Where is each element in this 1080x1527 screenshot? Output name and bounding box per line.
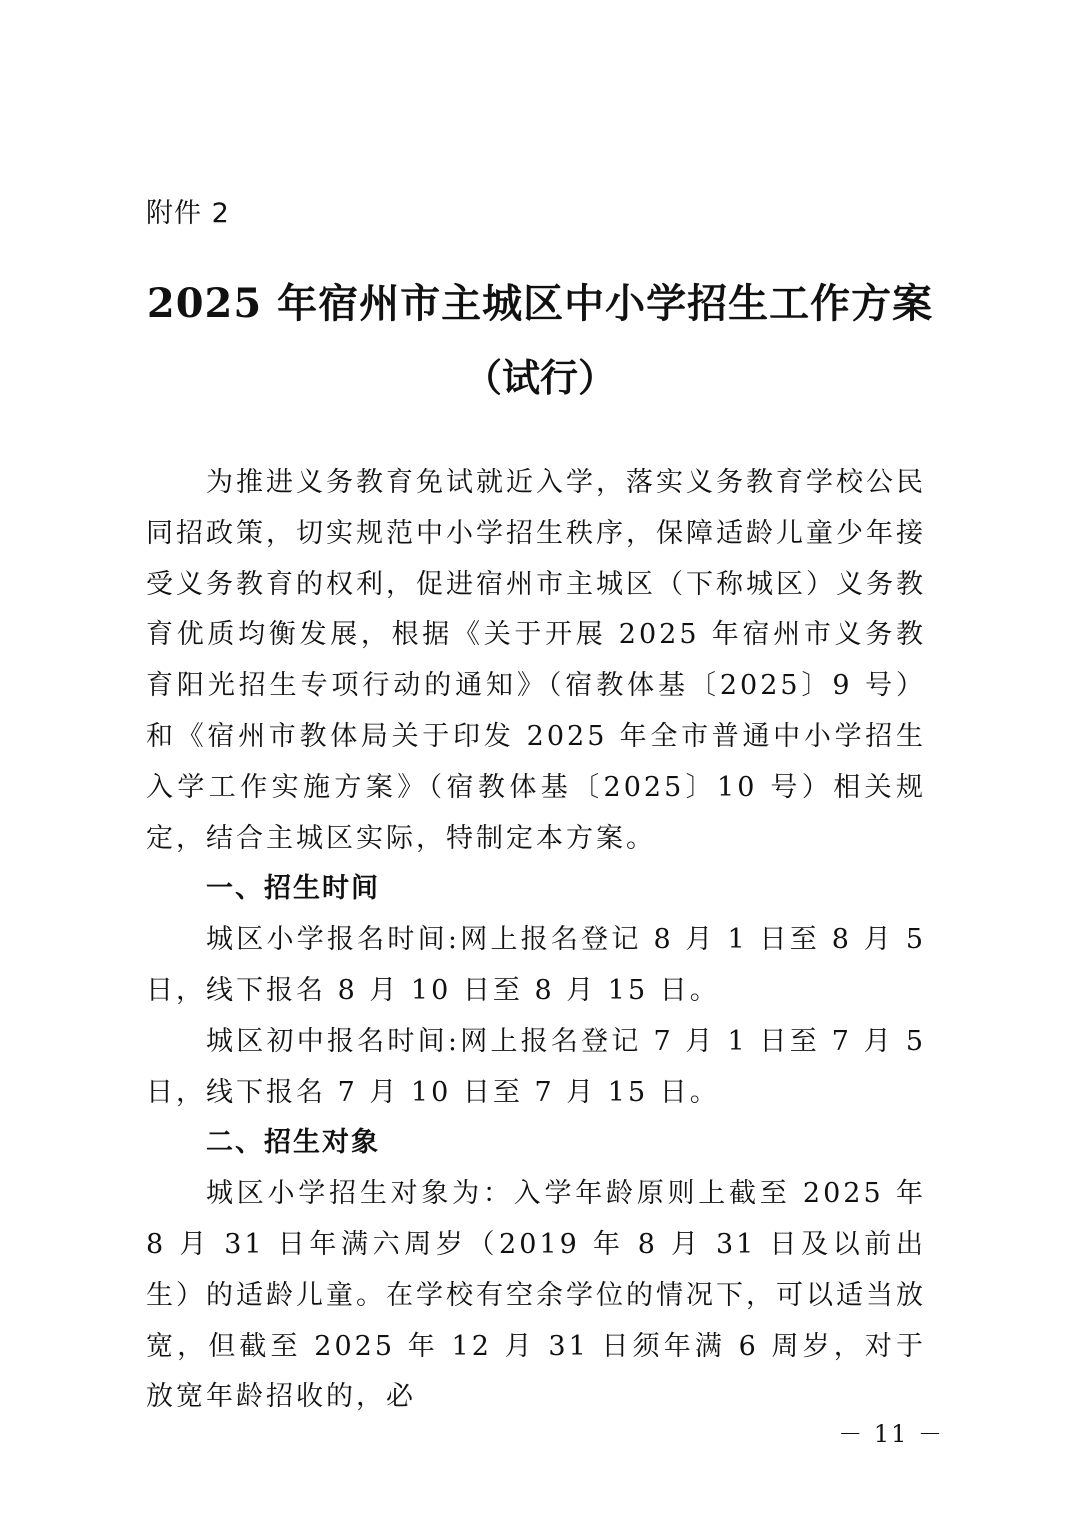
document-body — [146, 458, 926, 1423]
junior-registration-time: 城区初中报名时间:网上报名登记 7 月 1 日至 7 月 5 日，线下报名 7 月 10 日至 7 月 15 日。 — [146, 1025, 926, 1108]
intro-paragraph: 为推进义务教育免试就近入学，落实义务教育学校公民同招政策，切实规范中小学招生秩序，保障适龄儿童少年接受义务教育的权利，促进宿州市主城区（下称城区）义务教育优质均衡发展，根据《关于开展 2025 年宿州市义务教育阳光招生专项行动的通知》（宿教体基〔2025〕9 号）和《宿州市教体局关于印发 2025 年全市普通中小学招生入学工作实施方案》（宿教体基〔2025〕10 号）相关规定，结合主城区实际，特制定本方案。 — [146, 467, 926, 854]
page-number: － 11 － — [838, 1420, 944, 1448]
primary-registration-time: 城区小学报名时间:网上报名登记 8 月 1 日至 8 月 5 日，线下报名 8 月 10 日至 8 月 15 日。 — [146, 924, 926, 1006]
primary-enrollment-targets: 城区小学招生对象为：入学年龄原则上截至 2025 年 8 月 31 日年满六周岁（2019 年 8 月 31 日及以前出生）的适龄儿童。在学校有空余学位的情况下，可以适当放宽，但截至 2025 年 12 月 31 日须年满 6 周岁，对于放宽年龄招收的，必 — [146, 1178, 926, 1413]
section-heading-enrollment-targets: 二、招生对象 — [206, 1127, 380, 1159]
section-heading-enrollment-time: 一、招生时间 — [206, 873, 380, 905]
attachment-label: 附件 2 — [146, 198, 230, 229]
document-title: 2025 年宿州市主城区中小学招生工作方案 — [146, 280, 934, 327]
document-subtitle: （试行） — [463, 355, 616, 400]
